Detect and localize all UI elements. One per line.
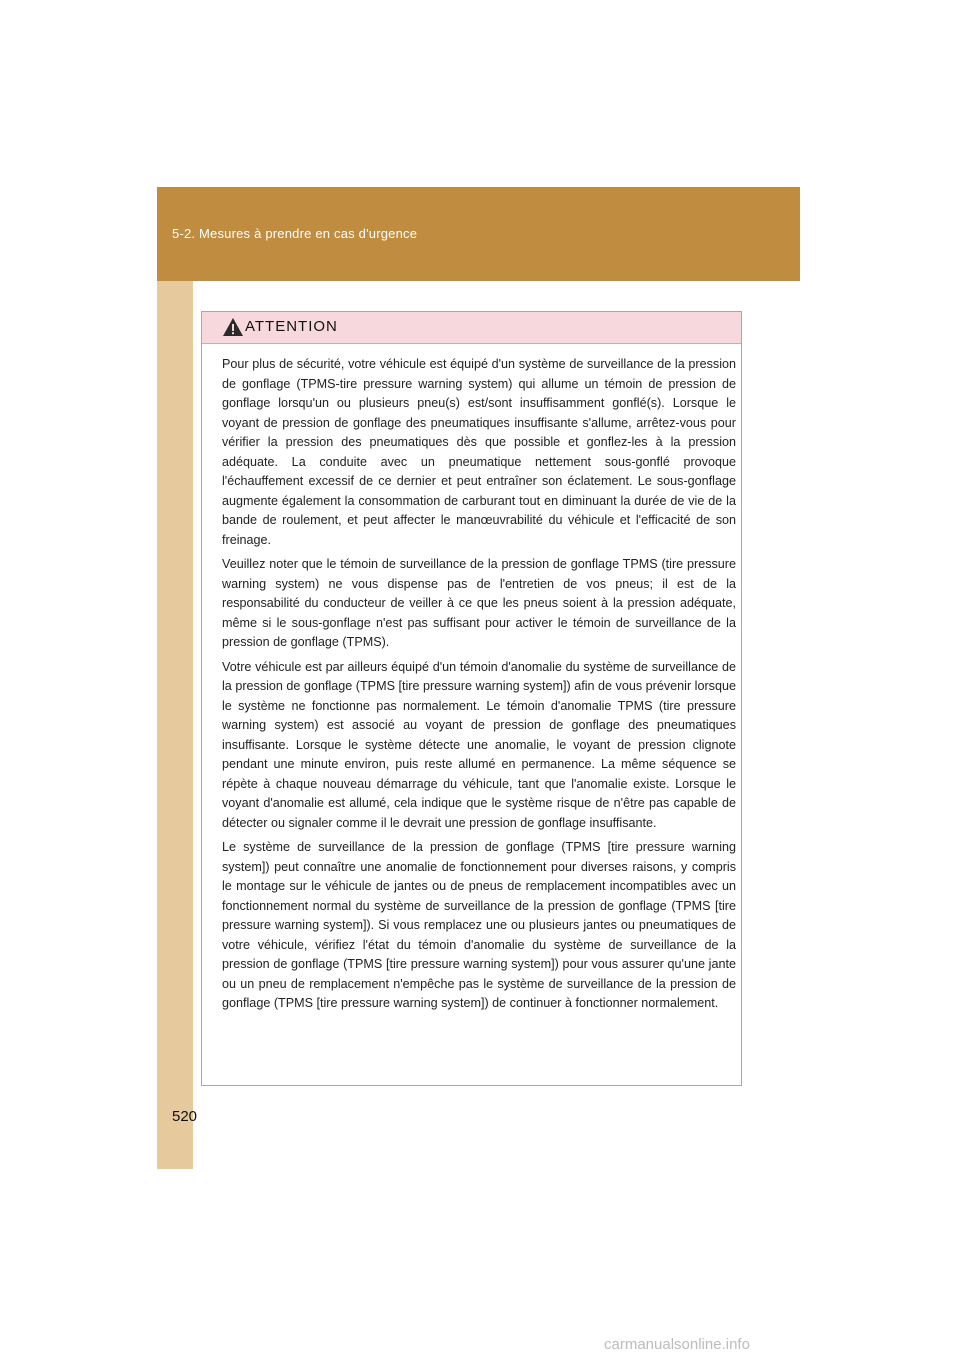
attention-header: [202, 312, 741, 344]
section-title: 5-2. Mesures à prendre en cas d'urgence: [172, 226, 418, 241]
attention-body: [202, 344, 741, 1014]
page-number: 520: [172, 1108, 198, 1125]
attention-paragraph: Le système de surveillance de la pression de gonflage (TPMS [tire pressure warning system]) peut connaître une anomalie de fonctionnement pour diverses raisons, y compris le montage sur le véhicule de jantes ou de pneus de remplacement incompatibles avec un fonctionnement normal du système de surveillance de la pression de gonflage (TPMS [tire pressure warning system]). Si vous remplacez une ou plusieurs jantes ou pneumatiques de votre véhicule, vérifiez l'état du témoin d'anomalie du système de surveillance de la pression de gonflage (TPMS [tire pressure warning system]) pour vous assurer qu'une jante ou un pneu de remplacement n'empêche pas le système de surveillance de la pression de gonflage (TPMS [tire pressure warning system]) de continuer à fonctionner normalement.: [222, 840, 736, 1010]
attention-box: [201, 311, 742, 1086]
warning-triangle-icon: [222, 317, 244, 337]
attention-title: ATTENTION: [245, 318, 338, 335]
watermark: carmanualsonline.info: [604, 1336, 750, 1353]
side-tab-strip: [157, 281, 193, 1169]
attention-paragraph: Pour plus de sécurité, votre véhicule est équipé d'un système de surveillance de la pression de gonflage (TPMS-tire pressure warning system) qui allume un témoin de pression de gonflage lorsqu'un ou plusieurs pneu(s) est/sont insuffisamment gonflé(s). Lorsque le voyant de pression de gonflage des pneumatiques insuffisante s'allume, arrêtez-vous pour vérifier la pression des pneumatiques dès que possible et gonflez-les à la pression adéquate. La conduite avec un pneumatique nettement sous-gonflé provoque l'échauffement excessif de ce dernier et peut entraîner son éclatement. Le sous-gonflage augmente également la consommation de carburant tout en diminuant la durée de vie de la bande de roulement, et peut affecter le manœuvrabilité du véhicule et l'efficacité de son freinage.: [222, 357, 736, 547]
attention-paragraph: Veuillez noter que le témoin de surveillance de la pression de gonflage TPMS (tire pressure warning system) ne vous dispense pas de l'entretien de vos pneus; il est de la responsabilité du conducteur de veiller à ce que les pneus soient à la pression adéquate, même si le sous-gonflage n'est pas suffisant pour activer le témoin de surveillance de la pression de gonflage (TPMS).: [222, 557, 736, 649]
attention-paragraph: Votre véhicule est par ailleurs équipé d'un témoin d'anomalie du système de surveillance de la pression de gonflage (TPMS [tire pressure warning system]) afin de vous prévenir lorsque le système ne fonctionne pas normalement. Le témoin d'anomalie TPMS (tire pressure warning system) est associé au voyant de pression de gonflage des pneumatiques insuffisante. Lorsque le système détecte une anomalie, le voyant de pression clignote pendant une minute environ, puis reste allumé en permanence. La même séquence se répète à chaque nouveau démarrage du véhicule, tant que l'anomalie existe. Lorsque le voyant d'anomalie est allumé, cela indique que le système risque de n'être pas capable de détecter ou signaler comme il le devrait une pression de gonflage insuffisante.: [222, 659, 736, 830]
